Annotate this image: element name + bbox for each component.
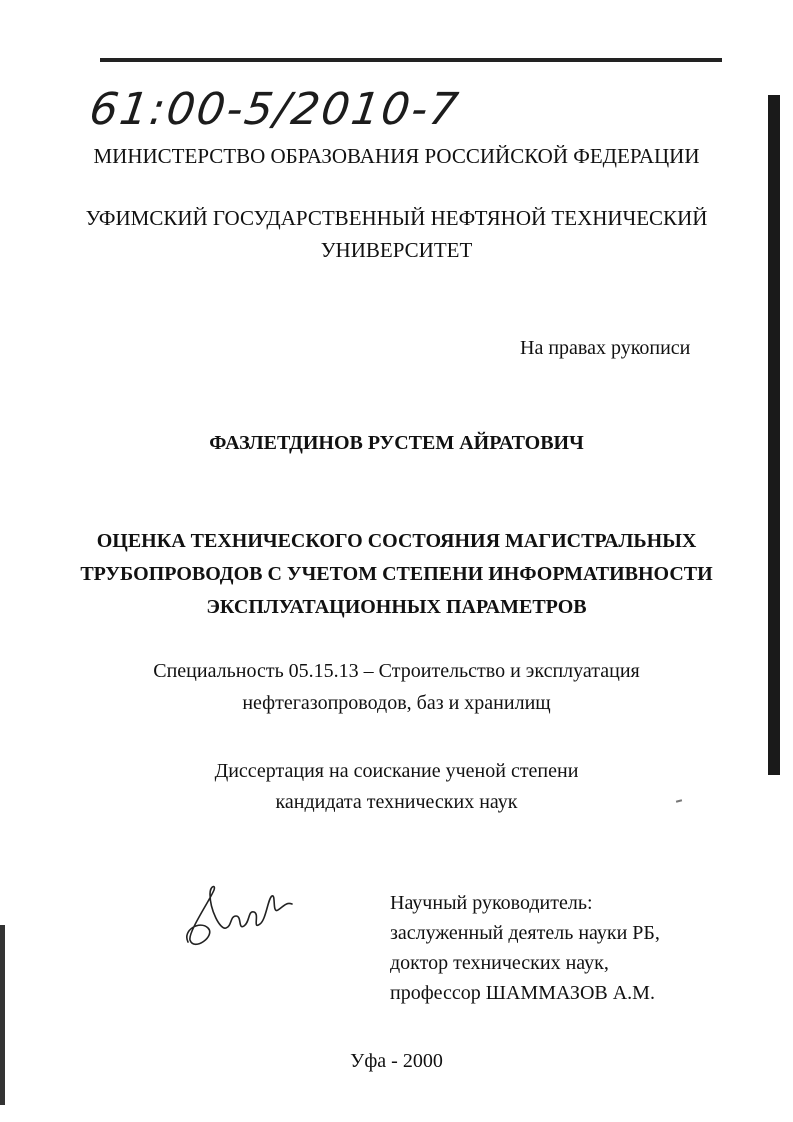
university-name-line2: УНИВЕРСИТЕТ xyxy=(320,238,473,262)
signature-icon xyxy=(180,880,300,960)
ministry-heading: МИНИСТЕРСТВО ОБРАЗОВАНИЯ РОССИЙСКОЙ ФЕДЕРАЦИИ xyxy=(93,144,700,168)
author-name: ФАЗЛЕТДИНОВ РУСТЕМ АЙРАТОВИЧ xyxy=(209,432,584,454)
manuscript-rights-note: На правах рукописи xyxy=(520,337,691,359)
dissertation-title-line3: ЭКСПЛУАТАЦИОННЫХ ПАРАМЕТРОВ xyxy=(206,596,587,618)
scan-border-line xyxy=(100,58,722,62)
degree-line2: кандидата технических наук xyxy=(275,791,518,813)
dissertation-title-line1: ОЦЕНКА ТЕХНИЧЕСКОГО СОСТОЯНИЯ МАГИСТРАЛЬНЫХ xyxy=(96,530,697,552)
supervisor-title-line2: доктор технических наук, xyxy=(390,952,609,974)
degree-line1: Диссертация на соискание ученой степени xyxy=(214,760,579,782)
supervisor-name: профессор ШАММАЗОВ А.М. xyxy=(390,982,655,1004)
specialty-line2: нефтегазопроводов, баз и хранилищ xyxy=(242,692,551,714)
specialty-line1: Специальность 05.15.13 – Строительство и эксплуатация xyxy=(153,660,640,682)
dissertation-title-line2: ТРУБОПРОВОДОВ С УЧЕТОМ СТЕПЕНИ ИНФОРМАТИВНОСТИ xyxy=(80,563,713,585)
supervisor-label: Научный руководитель: xyxy=(390,892,593,914)
city-year: Уфа - 2000 xyxy=(350,1050,443,1072)
supervisor-block xyxy=(390,888,660,1008)
handwritten-archive-code: 61:00-5/2010-7 xyxy=(86,84,463,135)
scan-edge-shadow-left xyxy=(0,925,5,1105)
university-name-line1: УФИМСКИЙ ГОСУДАРСТВЕННЫЙ НЕФТЯНОЙ ТЕХНИЧЕСКИЙ xyxy=(85,206,708,230)
supervisor-title-line1: заслуженный деятель науки РБ, xyxy=(390,922,660,944)
